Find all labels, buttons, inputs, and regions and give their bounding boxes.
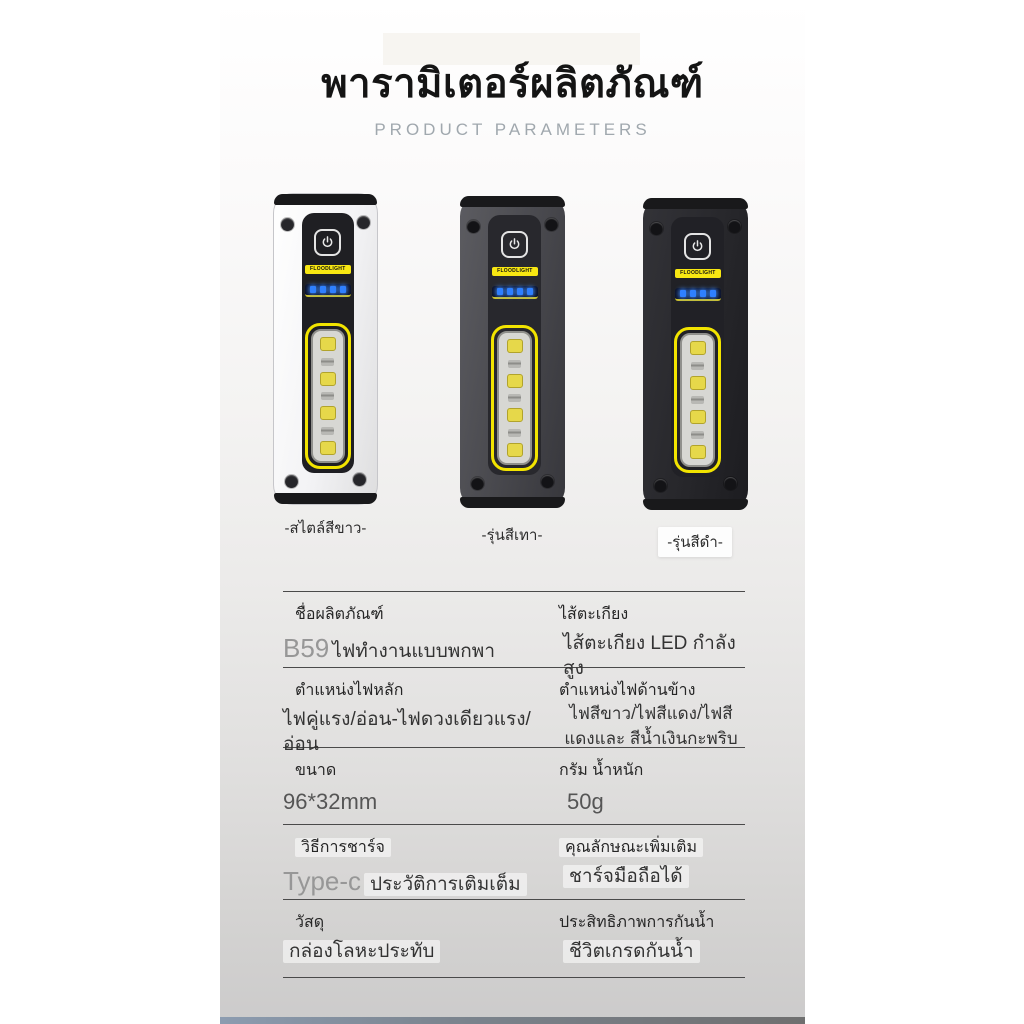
led-window [305,323,351,469]
screw-icon [545,218,558,231]
led-window [674,327,721,473]
torch-bottom-cap [460,497,565,508]
torch-bottom-cap [643,499,748,510]
front-panel [488,215,541,475]
battery-segment [680,290,686,297]
spec-row-product-name [283,591,745,679]
spec-row-size-weight [283,747,745,824]
led-window [491,325,538,471]
battery-segment [310,286,316,293]
power-icon [690,239,705,254]
screw-icon [654,479,667,492]
front-panel [671,217,724,477]
charge-type: Type-c [283,866,362,897]
led-chip-icon [690,376,706,390]
page-title: พารามิเตอร์ผลิตภัณฑ์ [321,62,704,106]
battery-segment [330,286,336,293]
torch-top-cap [460,196,565,207]
power-button-icon [684,233,711,260]
spec-value: B59 ไฟทำงานแบบพกพา [283,633,495,664]
screw-icon [541,475,554,488]
spec-label: กรัม น้ำหนัก [559,762,644,779]
page-subtitle: PRODUCT PARAMETERS [374,120,651,139]
led-chip-icon [320,441,336,455]
spec-table [283,591,745,978]
spec-label: วัสดุ [295,914,325,931]
spec-label: ตำแหน่งไฟด้านข้าง [559,682,696,699]
spec-label: ประสิทธิภาพการกันน้ำ [559,914,715,931]
battery-segment [320,286,326,293]
led-array [680,333,715,467]
battery-indicator [492,286,538,299]
power-icon [507,237,522,252]
spec-label: ตำแหน่งไฟหลัก [295,682,404,699]
led-chip-icon [320,372,336,386]
spec-label: ไส้ตะเกียง [559,606,629,623]
flashlight-white [273,193,378,505]
screw-icon [281,218,294,231]
spec-row-charging [283,824,745,899]
cob-strip-icon [691,362,704,370]
battery-indicator [305,284,351,297]
cob-strip-icon [508,429,521,437]
power-button-icon [314,229,341,256]
battery-segment [507,288,513,295]
led-chip-icon [507,339,523,353]
variant-label-black: -รุ่นสีดำ- [643,527,747,557]
cob-strip-icon [321,392,334,400]
product-infographic [220,0,805,1024]
torch-top-cap [274,194,377,205]
battery-segment [340,286,346,293]
battery-segment [497,288,503,295]
spec-label: คุณลักษณะเพิ่มเติม [557,838,745,857]
flashlight-body [460,196,565,508]
spec-value: 50g [567,789,604,815]
flashlight-black [643,198,748,510]
screw-icon [471,477,484,490]
variant-label-gray: -รุ่นสีเทา- [481,527,543,544]
spec-value: ไส้ตะเกียง LED กำลังสูง [563,633,736,679]
torch-top-cap [643,198,748,209]
screw-icon [650,222,663,235]
battery-segment [700,290,706,297]
floodlight-badge: FLOODLIGHT [492,267,538,276]
flashlight-body [273,193,378,505]
floodlight-badge: FLOODLIGHT [675,269,721,278]
led-chip-icon [690,445,706,459]
battery-segment [690,290,696,297]
spec-value: ไฟสีขาว/ไฟสีแดง/ไฟสีแดงและ สีน้ำเงินกะพริบ [564,704,738,748]
battery-indicator [675,288,721,301]
bottom-accent-bar [220,1017,805,1024]
spec-value: กล่องโลหะประทับ [283,940,557,965]
battery-segment [517,288,523,295]
screw-icon [467,220,480,233]
cob-strip-icon [508,360,521,368]
battery-segment [527,288,533,295]
spec-row-light-position [283,667,745,755]
led-chip-icon [690,410,706,424]
spec-label: วิธีการชาร์จ [283,838,557,857]
flashlight-gray [460,196,565,508]
front-panel [302,213,354,473]
spec-row-material-waterproof [283,899,745,978]
battery-segment [710,290,716,297]
cob-strip-icon [321,427,334,435]
screw-icon [353,473,366,486]
spec-value: Type-c ประวัติการเติมเต็ม [283,865,557,899]
cob-strip-icon [691,396,704,404]
power-button-icon [501,231,528,258]
cob-strip-icon [508,394,521,402]
led-chip-icon [320,406,336,420]
led-chip-icon [507,408,523,422]
spec-label: ขนาด [295,762,337,779]
flashlight-body [643,198,748,510]
led-chip-icon [690,341,706,355]
spec-value: ชาร์จมือถือได้ [557,865,745,890]
led-chip-icon [507,374,523,388]
power-icon [320,235,335,250]
screw-icon [285,475,298,488]
led-chip-icon [507,443,523,457]
cob-strip-icon [321,358,334,366]
screw-icon [728,220,741,233]
led-array [311,329,345,463]
cob-strip-icon [691,431,704,439]
led-array [497,331,532,465]
screw-icon [724,477,737,490]
spec-value: ชีวิตเกรดกันน้ำ [557,940,745,965]
variant-label-white: -สไตล์สีขาว- [284,520,367,537]
spec-label: ชื่อผลิตภัณฑ์ [295,606,384,623]
floodlight-badge: FLOODLIGHT [305,265,351,274]
model-code: B59 [283,633,330,664]
torch-bottom-cap [274,493,377,504]
spec-value: ไฟคู่แรง/อ่อน-ไฟดวงเดียวแรง/อ่อน [283,709,531,755]
spec-value: 96*32mm [283,789,378,815]
led-chip-icon [320,337,336,351]
screw-icon [357,216,370,229]
